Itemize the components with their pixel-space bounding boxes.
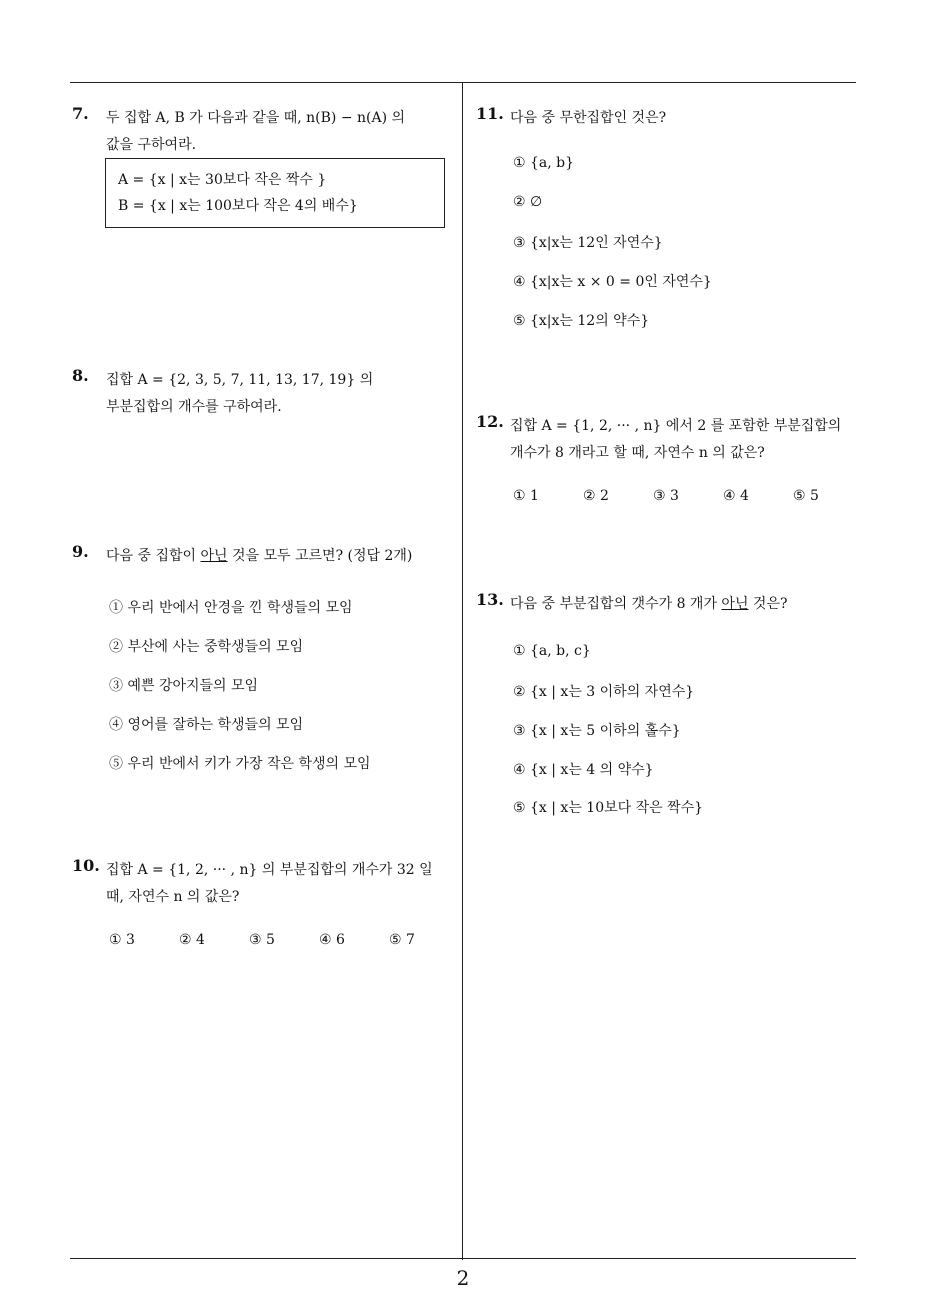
options-row — [109, 932, 439, 948]
option-5[interactable]: ⑤ 우리 반에서 키가 가장 작은 학생의 모임 — [109, 756, 371, 772]
page-number: 2 — [456, 1266, 470, 1290]
question-number: 9. — [72, 542, 89, 561]
question-text — [106, 105, 405, 159]
option-5[interactable]: ⑤ {x | x는 10보다 작은 짝수} — [513, 800, 704, 816]
option-4[interactable]: ④ {x | x는 4 의 약수} — [513, 762, 654, 778]
question-text — [510, 413, 841, 467]
question-line: 다음 중 무한집합인 것은? — [510, 110, 667, 126]
column-divider — [462, 82, 463, 1260]
set-definition-box — [105, 158, 445, 228]
question-7 — [72, 104, 452, 234]
question-line: 개수가 8 개라고 할 때, 자연수 n 의 값은? — [510, 445, 765, 461]
option-3[interactable]: ③ {x | x는 5 이하의 홀수} — [513, 723, 681, 739]
question-8 — [72, 366, 452, 426]
bottom-rule — [70, 1258, 856, 1259]
option-2[interactable]: ② 4 — [179, 932, 205, 948]
question-number: 7. — [72, 104, 89, 123]
question-line: 집합 A = {1, 2, ··· , n} 에서 2 를 포함한 부분집합의 — [510, 418, 842, 434]
option-2[interactable]: ② {x | x는 3 이하의 자연수} — [513, 684, 695, 700]
question-text-part: 것은? — [748, 596, 788, 612]
question-number: 8. — [72, 366, 89, 385]
top-rule — [70, 82, 856, 83]
option-3[interactable]: ③ 예쁜 강아지들의 모임 — [109, 678, 259, 694]
question-text — [510, 591, 788, 618]
option-5[interactable]: ⑤ 5 — [793, 488, 819, 504]
question-text-part: 것을 모두 고르면? (정답 2개) — [227, 548, 413, 564]
option-5[interactable]: ⑤ 7 — [389, 932, 415, 948]
question-line: 값을 구하여라. — [106, 137, 197, 153]
option-5[interactable]: ⑤ {x|x는 12의 약수} — [513, 313, 650, 329]
question-13 — [476, 590, 856, 820]
question-text — [106, 543, 412, 570]
question-number: 11. — [476, 104, 504, 123]
question-text — [106, 367, 373, 421]
option-1[interactable]: ① {a, b} — [513, 155, 575, 171]
emphasis-underline: 아닌 — [721, 596, 749, 612]
question-line: 부분집합의 개수를 구하여라. — [106, 399, 282, 415]
question-line: 때, 자연수 n 의 값은? — [106, 889, 240, 905]
option-4[interactable]: ④ 영어를 잘하는 학생들의 모임 — [109, 717, 304, 733]
question-line: 집합 A = {2, 3, 5, 7, 11, 13, 17, 19} 의 — [106, 372, 374, 388]
option-4[interactable]: ④ {x|x는 x × 0 = 0인 자연수} — [513, 274, 712, 290]
option-3[interactable]: ③ 3 — [653, 488, 679, 504]
question-text — [510, 105, 666, 132]
question-text — [106, 857, 433, 911]
question-number: 12. — [476, 412, 504, 431]
question-line: 집합 A = {1, 2, ··· , n} 의 부분집합의 개수가 32 일 — [106, 862, 433, 878]
set-a-definition: A = {x | x는 30보다 작은 짝수 } — [118, 172, 327, 188]
question-9 — [72, 542, 452, 782]
option-3[interactable]: ③ 5 — [249, 932, 275, 948]
question-text-part: 다음 중 집합이 — [106, 548, 201, 564]
option-4[interactable]: ④ 4 — [723, 488, 749, 504]
option-2[interactable]: ② 2 — [583, 488, 609, 504]
option-1[interactable]: ① 3 — [109, 932, 135, 948]
set-b-definition: B = {x | x는 100보다 작은 4의 배수} — [118, 198, 358, 214]
option-1[interactable]: ① 1 — [513, 488, 539, 504]
question-number: 13. — [476, 590, 504, 609]
option-2[interactable]: ② ∅ — [513, 194, 543, 210]
emphasis-underline: 아닌 — [200, 548, 228, 564]
option-3[interactable]: ③ {x|x는 12인 자연수} — [513, 235, 663, 251]
option-2[interactable]: ② 부산에 사는 중학생들의 모임 — [109, 639, 304, 655]
question-11 — [476, 104, 856, 334]
option-1[interactable]: ① {a, b, c} — [513, 643, 591, 659]
question-number: 10. — [72, 856, 100, 875]
options-row — [513, 488, 843, 504]
question-line: 두 집합 A, B 가 다음과 같을 때, n(B) − n(A) 의 — [106, 110, 406, 126]
question-10 — [72, 856, 452, 956]
question-12 — [476, 412, 856, 512]
option-1[interactable]: ① 우리 반에서 안경을 낀 학생들의 모임 — [109, 600, 353, 616]
option-4[interactable]: ④ 6 — [319, 932, 345, 948]
question-text-part: 다음 중 부분집합의 갯수가 8 개가 — [510, 596, 722, 612]
